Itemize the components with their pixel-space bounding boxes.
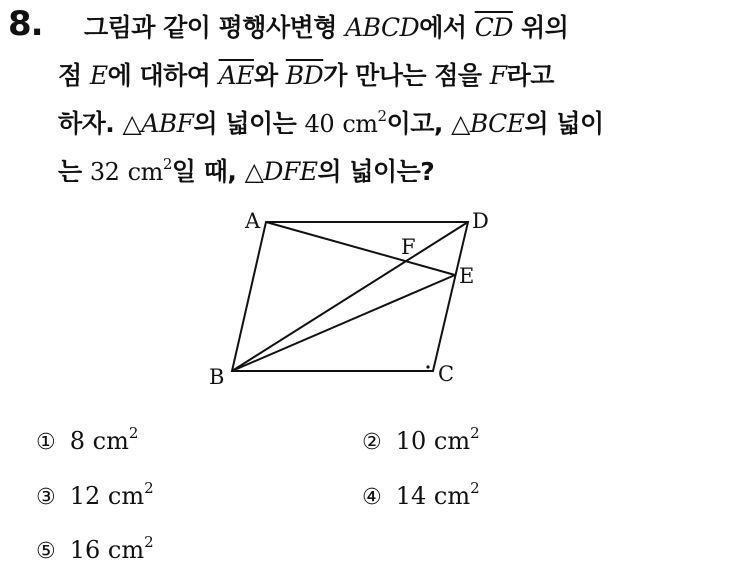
triangle-symbol: △ [451,109,470,138]
option-2[interactable]: ② 10 $cm^2$ [362,424,480,455]
question-text-line-1: 그림과 같이 평행사변형 ABCD에서 $\overline{CD}$ 위의 [84,13,569,42]
question-text-line-2: 점 E에 대하여 $\overline{AE}$와 $\overline{BD}$가 만나는 점을 F라고 [58,61,554,90]
option-4[interactable]: ④ 14 $cm^2$ [362,479,480,510]
segment-bd [232,222,468,371]
option-1[interactable]: ① 8 $cm^2$ [36,424,139,455]
label-f: F [401,235,416,259]
label-c: C [438,362,455,386]
segment-be [232,275,455,371]
label-e: E [459,264,475,288]
label-b: B [209,365,225,389]
label-d: D [472,209,489,233]
question-text-line-3: 하자. △ABF의 넓이는 40 $cm^2$이고, △BCE의 넓이 [58,107,604,138]
point-c-dot [426,365,429,368]
question-text-line-4: 는 32 $cm^2$일 때, △DFE의 넓이는? [58,155,435,186]
option-5[interactable]: ⑤ 16 $cm^2$ [36,533,154,564]
triangle-symbol: △ [244,157,264,186]
label-a: A [245,209,261,233]
option-3[interactable]: ③ 12 $cm^2$ [36,479,154,510]
question-number: 8. [8,4,43,44]
triangle-symbol: △ [122,109,142,138]
